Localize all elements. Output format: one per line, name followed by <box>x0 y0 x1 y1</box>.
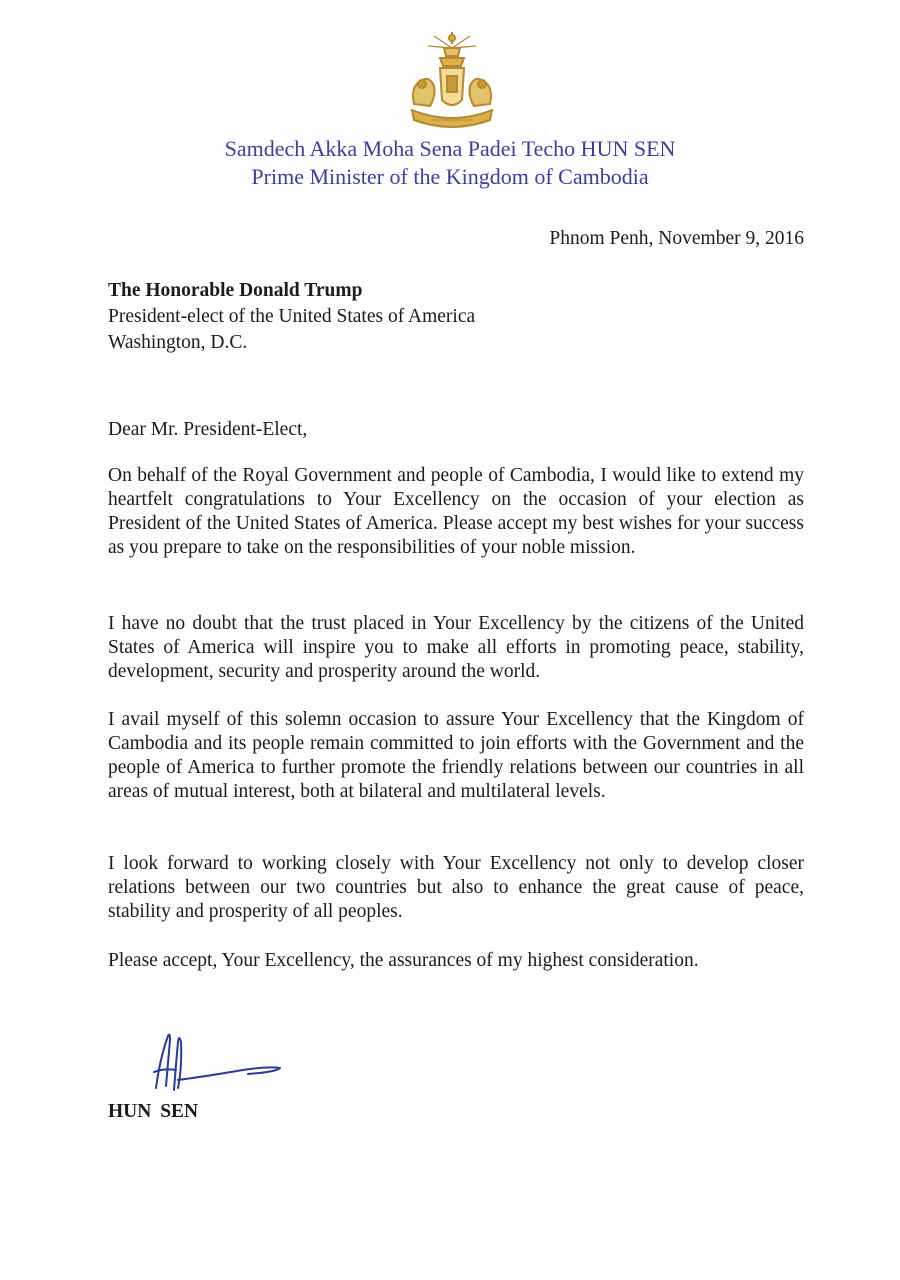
royal-crest-icon <box>400 30 504 134</box>
date-line: Phnom Penh, November 9, 2016 <box>549 228 804 249</box>
recipient-title: President-elect of the United States of America <box>108 306 476 327</box>
letterhead-position: Prime Minister of the Kingdom of Cambodia <box>251 164 649 189</box>
signer-name: HUN SEN <box>108 1101 199 1122</box>
body-paragraph: I look forward to working closely with Your Excellency not only to develop closer relations between our two countries but also to enhance the great cause of peace, stability and prosperity of all peoples. <box>108 853 804 922</box>
recipient-name: The Honorable Donald Trump <box>108 280 363 301</box>
recipient-block <box>108 278 475 356</box>
letterhead-title: Samdech Akka Moha Sena Padei Techo HUN SEN <box>224 136 676 161</box>
salutation: Dear Mr. President-Elect, <box>108 419 308 440</box>
body-paragraph: I avail myself of this solemn occasion to assure Your Excellency that the Kingdom of Cambodia and its people remain committed to join efforts with the Government and the people of America to further promote the friendly relations between our countries in all areas of mutual interest, both at bilateral and multilateral levels. <box>108 709 804 802</box>
body-paragraph: I have no doubt that the trust placed in Your Excellency by the citizens of the United States of America will inspire you to make all efforts in promoting peace, stability, development, security and prosperity around the world. <box>108 613 804 682</box>
handwritten-signature <box>148 1028 288 1096</box>
body-paragraph: On behalf of the Royal Government and people of Cambodia, I would like to extend my heartfelt congratulations to Your Excellency on the occasion of your election as President of the United States of America. Please accept my best wishes for your success as you prepare to take on the responsibilities of your noble mission. <box>108 465 804 558</box>
letterhead <box>0 135 900 191</box>
body-paragraph: Please accept, Your Excellency, the assurances of my highest consideration. <box>108 950 699 971</box>
recipient-address: Washington, D.C. <box>108 332 248 353</box>
